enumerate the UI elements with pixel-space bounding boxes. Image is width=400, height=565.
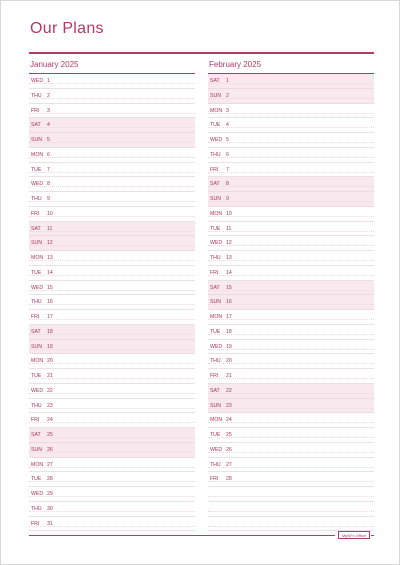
day-row[interactable] [208,399,374,414]
day-number: 24 [47,417,53,424]
day-of-week: THU [31,402,42,409]
day-row[interactable] [29,236,195,251]
day-row[interactable] [208,177,374,192]
writing-guide-line [208,408,374,409]
writing-guide-line [29,511,195,512]
day-number: 13 [47,255,53,261]
day-number: 22 [226,387,232,394]
writing-guide-line [208,363,374,364]
day-row[interactable] [29,222,195,237]
day-of-week: SUN [210,196,221,202]
writing-guide-line [208,216,374,217]
day-of-week: FRI [31,107,40,114]
day-of-week: TUE [31,476,42,483]
day-of-week: FRI [31,417,40,424]
day-of-week: SUN [210,299,221,306]
day-number: 23 [47,402,53,409]
day-number: 3 [226,107,229,114]
day-row[interactable] [208,472,374,487]
day-row[interactable] [208,295,374,310]
day-list [208,74,374,531]
day-row[interactable] [29,148,195,163]
day-number: 12 [226,240,232,247]
day-of-week: SAT [31,225,41,232]
day-row[interactable] [208,458,374,473]
day-of-week: SAT [210,78,220,84]
day-row[interactable] [29,487,195,502]
day-row[interactable] [208,148,374,163]
day-number: 28 [47,476,53,483]
day-of-week: TUE [210,225,221,232]
writing-guide-line [29,186,195,187]
day-row[interactable] [29,369,195,384]
day-of-week: MON [210,314,223,320]
day-number: 27 [226,461,232,468]
day-of-week: WED [31,78,44,84]
writing-guide-line [29,172,195,173]
day-of-week: SUN [31,240,42,247]
day-row[interactable] [29,74,195,89]
writing-guide-line [29,113,195,114]
day-number: 4 [226,122,229,129]
writing-guide-line [29,231,195,232]
day-number: 20 [226,358,232,365]
day-of-week: WED [31,284,44,291]
day-row[interactable] [29,354,195,369]
day-row[interactable] [208,192,374,207]
day-of-week: THU [210,358,221,365]
day-row[interactable] [29,177,195,192]
writing-guide-line [208,437,374,438]
page-title: Our Plans [30,20,104,37]
day-of-week: SUN [210,92,221,99]
day-number: 6 [47,151,50,158]
day-row[interactable] [208,354,374,369]
day-of-week: SAT [31,122,41,129]
day-of-week: MON [31,461,44,468]
day-of-week: FRI [210,166,219,173]
day-of-week: MON [31,151,44,158]
writing-guide-line [29,157,195,158]
writing-guide-line [29,319,195,320]
month-title: February 2025 [209,60,262,69]
day-row[interactable] [208,310,374,325]
day-number: 18 [226,328,232,335]
writing-guide-line [29,408,195,409]
day-number: 22 [47,387,53,394]
day-of-week: FRI [210,476,219,483]
day-number: 4 [47,122,50,129]
brand-logo: MyNFx Office [338,531,370,539]
writing-guide-line [29,452,195,453]
day-row[interactable] [29,413,195,428]
day-number: 2 [47,92,50,99]
writing-guide-line [208,142,374,143]
writing-guide-line [29,378,195,379]
writing-guide-line [29,363,195,364]
writing-guide-line [29,304,195,305]
day-row[interactable] [208,89,374,104]
day-row[interactable] [208,281,374,296]
day-of-week: TUE [210,432,221,438]
writing-guide-line [208,393,374,394]
day-row[interactable] [208,517,374,532]
day-number: 15 [47,284,53,291]
day-number: 1 [226,78,229,84]
day-row[interactable] [29,384,195,399]
day-of-week: TUE [31,373,42,379]
day-row[interactable] [29,163,195,178]
day-of-week: WED [31,387,44,394]
day-of-week: WED [210,446,223,453]
day-row[interactable] [208,428,374,443]
day-number: 23 [226,402,232,409]
day-of-week: WED [210,240,223,247]
day-number: 9 [47,196,50,202]
day-of-week: TUE [210,328,221,335]
day-row[interactable] [208,133,374,148]
footer-divider [29,535,335,536]
day-of-week: THU [31,505,42,512]
writing-guide-line [208,201,374,202]
day-of-week: SUN [31,343,42,350]
day-row[interactable] [208,384,374,399]
day-row[interactable] [29,517,195,532]
day-number: 26 [47,446,53,453]
writing-guide-line [29,98,195,99]
writing-guide-line [29,142,195,143]
day-of-week: TUE [31,166,42,173]
day-number: 15 [226,284,232,291]
day-number: 11 [226,225,232,232]
day-row[interactable] [29,458,195,473]
writing-guide-line [208,186,374,187]
day-row[interactable] [29,207,195,222]
writing-guide-line [208,157,374,158]
day-of-week: MON [210,210,223,217]
day-number: 25 [226,432,232,438]
day-row[interactable] [29,251,195,266]
day-row[interactable] [208,118,374,133]
writing-guide-line [208,172,374,173]
writing-guide-line [29,393,195,394]
day-number: 11 [47,225,53,232]
writing-guide-line [208,334,374,335]
writing-guide-line [208,452,374,453]
writing-guide-line [29,349,195,350]
day-number: 10 [226,210,232,217]
day-number: 14 [226,269,232,276]
day-of-week: THU [210,151,221,158]
writing-guide-line [208,481,374,482]
day-of-week: TUE [210,122,221,129]
writing-guide-line [208,245,374,246]
writing-guide-line [29,216,195,217]
day-of-week: SAT [210,387,220,394]
day-of-week: SAT [31,432,41,438]
day-row[interactable] [208,487,374,502]
day-number: 31 [47,520,53,527]
day-number: 29 [47,491,53,497]
day-row[interactable] [208,369,374,384]
day-list [29,74,195,531]
day-row[interactable] [208,266,374,281]
day-number: 19 [226,343,232,350]
writing-guide-line [208,526,374,527]
day-row[interactable] [29,325,195,340]
day-row[interactable] [208,104,374,119]
day-number: 21 [226,373,232,379]
day-row[interactable] [29,266,195,281]
day-row[interactable] [208,163,374,178]
day-number: 5 [47,137,50,143]
writing-guide-line [208,275,374,276]
day-row[interactable] [208,251,374,266]
day-number: 28 [226,476,232,483]
day-row[interactable] [29,281,195,296]
footer-divider-end [371,535,374,536]
day-of-week: THU [210,461,221,468]
day-number: 17 [47,314,53,320]
day-number: 9 [226,196,229,202]
day-row[interactable] [29,133,195,148]
day-of-week: SAT [210,284,220,291]
day-row[interactable] [29,472,195,487]
day-of-week: FRI [31,314,40,320]
day-number: 10 [47,210,53,217]
day-row[interactable] [29,118,195,133]
writing-guide-line [208,98,374,99]
day-row[interactable] [208,325,374,340]
day-of-week: WED [31,491,44,497]
day-row[interactable] [29,295,195,310]
writing-guide-line [208,467,374,468]
day-of-week: WED [210,137,223,143]
day-of-week: WED [31,181,44,188]
day-of-week: THU [31,92,42,99]
month-title: January 2025 [30,60,79,69]
day-number: 3 [47,107,50,114]
day-row[interactable] [29,399,195,414]
day-number: 17 [226,314,232,320]
writing-guide-line [208,113,374,114]
day-number: 7 [47,166,50,173]
day-number: 18 [47,328,53,335]
day-number: 6 [226,151,229,158]
day-number: 19 [47,343,53,350]
writing-guide-line [208,511,374,512]
day-row[interactable] [29,104,195,119]
day-number: 8 [47,181,50,188]
writing-guide-line [208,127,374,128]
writing-guide-line [208,304,374,305]
writing-guide-line [208,496,374,497]
day-of-week: FRI [31,520,40,527]
day-number: 5 [226,137,229,143]
day-row[interactable] [29,310,195,325]
writing-guide-line [29,481,195,482]
day-row[interactable] [208,236,374,251]
day-row[interactable] [29,443,195,458]
day-of-week: SAT [210,181,220,188]
writing-guide-line [208,422,374,423]
day-of-week: SUN [31,446,42,453]
writing-guide-line [208,260,374,261]
day-row[interactable] [29,340,195,355]
day-number: 8 [226,181,229,188]
day-of-week: FRI [31,210,40,217]
day-number: 26 [226,446,232,453]
day-number: 16 [226,299,232,306]
day-of-week: FRI [210,269,219,276]
day-row[interactable] [208,443,374,458]
day-of-week: THU [31,196,42,202]
day-number: 14 [47,269,53,276]
day-row[interactable] [29,502,195,517]
writing-guide-line [29,526,195,527]
day-number: 24 [226,417,232,424]
day-number: 13 [226,255,232,261]
day-row[interactable] [208,502,374,517]
day-number: 27 [47,461,53,468]
day-of-week: SUN [31,137,42,143]
writing-guide-line [208,231,374,232]
day-of-week: SUN [210,402,221,409]
writing-guide-line [208,378,374,379]
writing-guide-line [29,83,195,84]
day-number: 30 [47,505,53,512]
day-of-week: MON [31,358,44,365]
day-of-week: MON [210,107,223,114]
day-row[interactable] [208,222,374,237]
day-row[interactable] [29,428,195,443]
writing-guide-line [29,496,195,497]
writing-guide-line [208,349,374,350]
day-row[interactable] [29,192,195,207]
day-number: 21 [47,373,53,379]
writing-guide-line [29,275,195,276]
writing-guide-line [29,201,195,202]
day-number: 20 [47,358,53,365]
day-number: 12 [47,240,53,247]
writing-guide-line [29,290,195,291]
title-divider [29,52,374,54]
day-of-week: THU [31,299,42,306]
writing-guide-line [208,319,374,320]
day-number: 25 [47,432,53,438]
day-of-week: TUE [31,269,42,276]
day-row[interactable] [208,340,374,355]
day-number: 1 [47,78,50,84]
month-column-january [29,57,195,531]
writing-guide-line [29,245,195,246]
writing-guide-line [208,83,374,84]
day-row[interactable] [208,207,374,222]
day-number: 16 [47,299,53,306]
day-of-week: MON [210,417,223,424]
month-column-february [208,57,374,531]
day-of-week: SAT [31,328,41,335]
day-number: 7 [226,166,229,173]
day-row[interactable] [29,89,195,104]
writing-guide-line [29,467,195,468]
writing-guide-line [29,437,195,438]
day-of-week: THU [210,255,221,261]
writing-guide-line [208,290,374,291]
day-number: 2 [226,92,229,99]
day-row[interactable] [208,74,374,89]
writing-guide-line [29,422,195,423]
day-row[interactable] [208,413,374,428]
writing-guide-line [29,127,195,128]
day-of-week: MON [31,255,44,261]
writing-guide-line [29,334,195,335]
day-of-week: FRI [210,373,219,379]
day-of-week: WED [210,343,223,350]
writing-guide-line [29,260,195,261]
